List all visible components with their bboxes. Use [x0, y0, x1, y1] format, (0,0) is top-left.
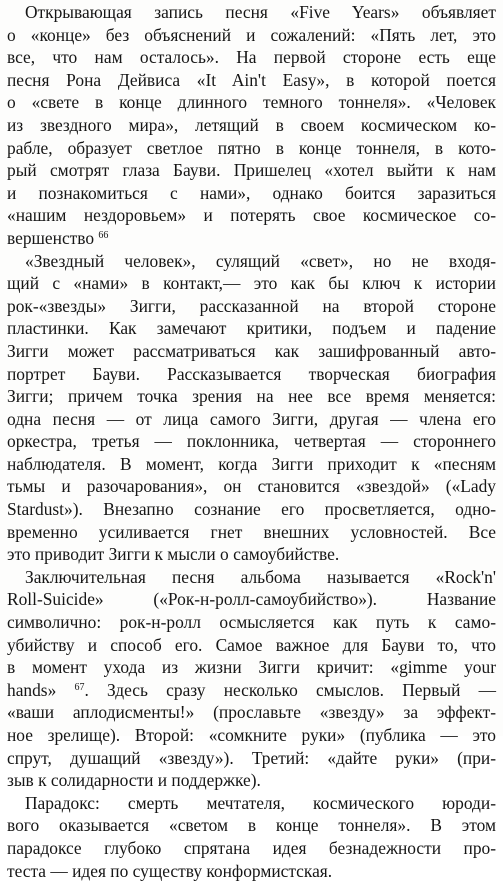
text-line: Stardust»). Внезапно сознание его просветляется, одно-: [7, 499, 496, 520]
text-line: ное зрелище). Второй: «сомкните руки» (публика — это: [7, 725, 496, 745]
text-line: одна песня — от лица самого Зигги, другая — члена его: [7, 408, 496, 429]
body-text: [7, 1, 496, 882]
text-line: рый смотрят глаза Бауви. Пришелец «хотел выйти к нам: [7, 160, 496, 181]
text-line: «нашим нездоровьем» и потерять свое космическое со-: [7, 205, 496, 226]
text-line: и познакомиться с нами», однако боится заразиться: [7, 182, 496, 203]
text-line: из звездного мира», летящий в своем космическом ко-: [7, 114, 496, 135]
text-line: пластинки. Как замечают критики, подъем и падение: [7, 318, 496, 339]
text-line: песня Рона Дейвиса «It Ain't Easy», в которой поется: [7, 69, 496, 90]
text-line: теста — идея по существу конформистская.: [7, 860, 333, 881]
text-line: оркестра, третья — поклонника, четвертая — стороннего: [7, 431, 496, 452]
footnote-ref: 67: [74, 681, 85, 693]
text-line: Зигги может рассматриваться как зашифрованный авто-: [7, 340, 496, 361]
text-line: о «свете в конце длинного темного тоннеля». «Человек: [7, 92, 496, 113]
text-line: тьмы и разочарования», он становится «звездой» («Lady: [7, 476, 496, 497]
footnote-ref: 66: [98, 229, 109, 241]
text-line: щий с «нами» в контакт,— это как бы ключ к истории: [7, 273, 496, 294]
text-line: временно усиливается гнет внешних условностей. Все: [7, 521, 496, 542]
text-line: рок-«звезды» Зигги, рассказанной на второй стороне: [7, 295, 496, 316]
text-line: [7, 227, 496, 250]
text-line: Зигги; причем точка зрения на нее все время меняется:: [7, 386, 496, 407]
text-line: символично: рок-н-ролл осмысляется как путь к само-: [7, 612, 496, 633]
text-line: [7, 679, 496, 702]
text-fragment: hands»: [7, 679, 57, 700]
text-line: парадоксе глубоко спрятана идея безнадежности про-: [7, 837, 496, 858]
text-line: Парадокс: смерть мечтателя, космического юроди-: [25, 792, 496, 813]
text-line: зыв к солидарности и поддержке).: [7, 770, 261, 791]
text-line: Открывающая запись песня «Five Years» объявляет: [25, 2, 496, 22]
text-line: это приводит Зигги к мысли о самоубийстве.: [7, 544, 340, 565]
text-line: спрут, душащий «звезду»). Третий: «дайте руки» (при-: [7, 747, 496, 768]
text-line: «ваши аплодисменты!» (прославьте «звезду» за эффект-: [7, 702, 496, 723]
text-line: о «конце» без объяснений и сожалений: «Пять лет, это: [7, 24, 496, 45]
text-line: в момент ухода из жизни Зигги кричит: «gimme your: [7, 657, 496, 678]
text-line: портрет Бауви. Рассказывается творческая биография: [7, 363, 496, 384]
text-line: Roll-Suicide» («Рок-н-ролл-самоубийство»). Название: [7, 589, 496, 610]
text-line: наблюдателя. В момент, когда Зигги приходит к «песням: [7, 453, 496, 474]
text-fragment: . Здесь сразу несколько смыслов. Первый —: [84, 679, 496, 700]
text-line: рабле, образует светлое пятно в конце тоннеля, в кото-: [7, 137, 496, 158]
text-fragment: вершенство: [7, 227, 95, 248]
text-line: убийству и способ его. Самое важное для Бауви то, что: [7, 634, 496, 655]
text-line: все, что нам осталось». На первой стороне есть еще: [7, 47, 496, 68]
text-line: Заключительная песня альбома называется «Rock'n': [25, 566, 496, 587]
text-line: «Звездный человек», сулящий «свет», но не входя-: [25, 250, 496, 271]
text-line: вого оказывается «светом в конце тоннеля». В этом: [7, 815, 496, 836]
